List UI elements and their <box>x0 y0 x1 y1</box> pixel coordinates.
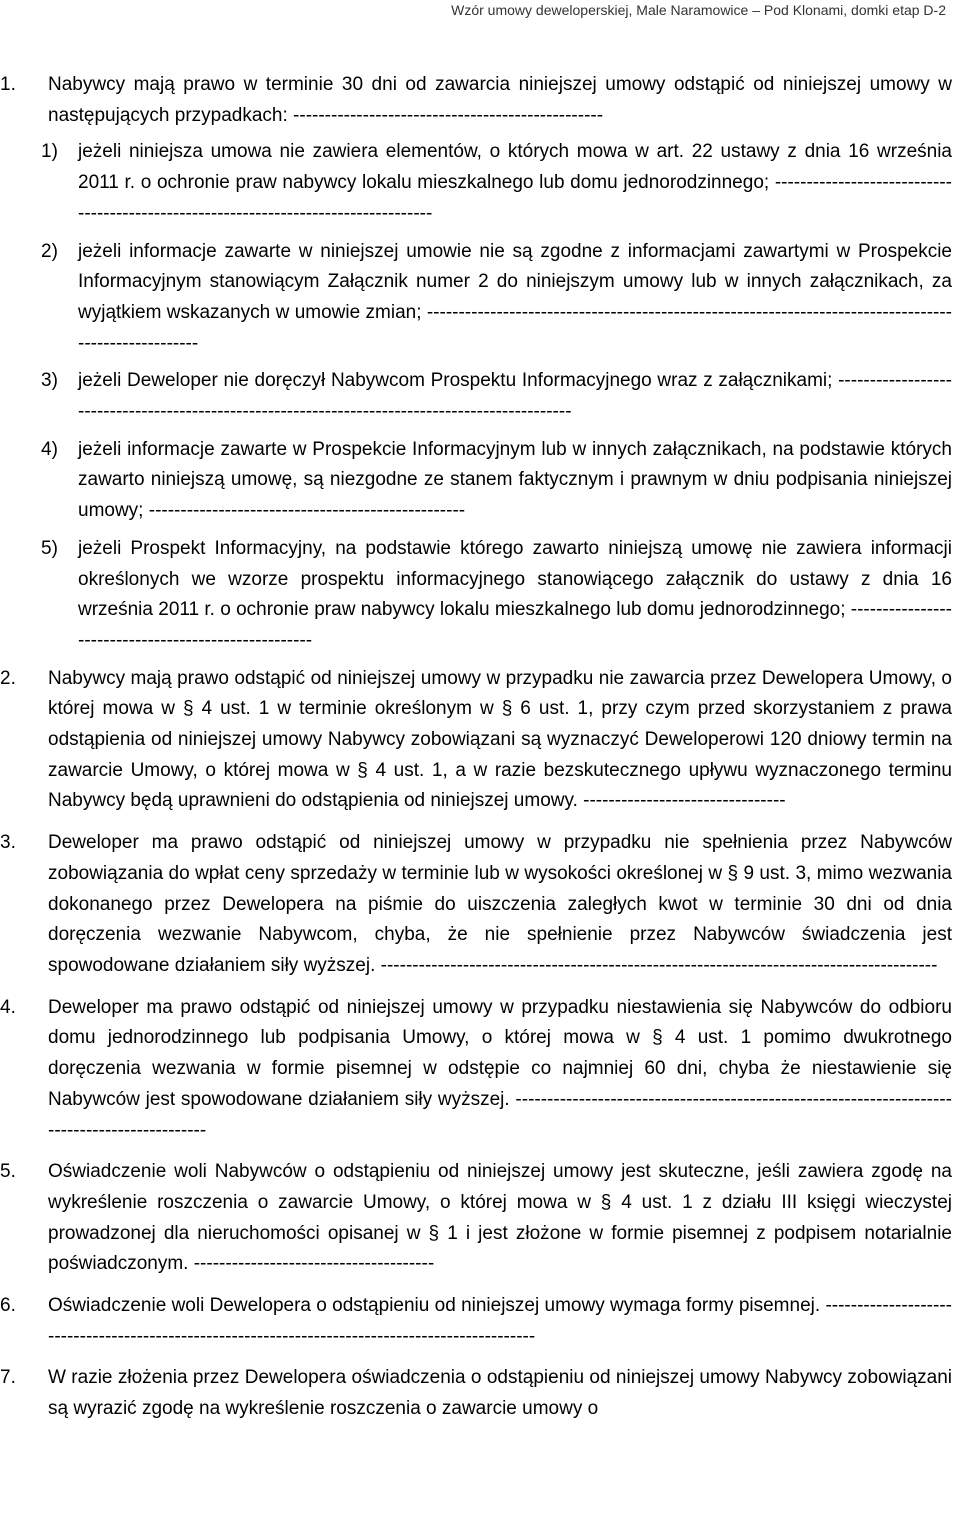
section-text: Deweloper ma prawo odstąpić od niniejszej umowy w przypadku niestawienia się Nabywców do odbioru domu jednorodzinnego lub podpisania Umowy, o której mowa w § 4 ust. 1 pomimo dwukrotnego doręczenia wezwania w formie pisemnej w odstępie co najmniej 60 dni, chyba że niestawienie się Nabywców jest spowodowane działaniem siły wyższej. ---------------------------------------------------------------------------------------------- <box>48 996 952 1141</box>
section-number: 2. <box>0 667 16 689</box>
subsection-text: jeżeli Prospekt Informacyjny, na podstawie którego zawarto niniejszą umowę nie zawiera informacji określonych we wzorze prospektu informacyjnego stanowiącego załącznik do ustawy z dnia 16 września 2011 r. o ochronie praw nabywcy lokalu mieszkalnego lub domu jednorodzinnego; ----------------------------------------------------- <box>78 537 952 651</box>
subsection-number: 1) <box>41 141 58 163</box>
subsection-text: jeżeli informacje zawarte w niniejszej umowie nie są zgodne z informacjami zawartymi w Prospekcie Informacyjnym stanowiącym Załącznik numer 2 do niniejszym umowy lub w innych załącznikach, za wyjątkiem wskazanych w umowie zmian; ------------------------------------------------------------------------------------------------------ <box>78 240 952 354</box>
subsection-5 <box>0 534 960 657</box>
subsection-3 <box>0 366 960 427</box>
subsection-1 <box>0 137 960 229</box>
section-number: 3. <box>0 832 16 854</box>
section-text: Deweloper ma prawo odstąpić od niniejszej umowy w przypadku nie spełnienia przez Nabywców zobowiązania do wpłat ceny sprzedaży w terminie lub w wysokości określonej w § 9 ust. 3, mimo wezwania dokonanego przez Dewelopera na piśmie do uiszczenia zaległych kwot w terminie 30 dni od dnia doręczenia wezwanie Nabywcom, chyba, że nie spełnienie przez Nabywców świadczenia jest spowodowane działaniem siły wyższej. ---------------------------------------------------------------------------------------- <box>48 832 952 976</box>
subsection-text: jeżeli Deweloper nie doręczył Nabywcom Prospektu Informacyjnego wraz z załącznikami; ------------------------------------------------------------------------------------------------ <box>78 370 952 423</box>
section-number: 7. <box>0 1367 16 1389</box>
section-number: 4. <box>0 996 16 1018</box>
section-text: Oświadczenie woli Nabywców o odstąpieniu od niniejszej umowy jest skuteczne, jeśli zawiera zgodę na wykreślenie roszczenia o zawarcie Umowy, o której mowa w § 4 ust. 1 z działu III księgi wieczystej prowadzonej dla nieruchomości opisanej w § 1 i jest złożone w formie pisemnej z podpisem notarialnie poświadczonym. -------------------------------------- <box>48 1161 952 1275</box>
section-2 <box>0 664 960 818</box>
section-number: 6. <box>0 1295 16 1317</box>
section-4 <box>0 993 960 1147</box>
section-3 <box>0 828 960 982</box>
document-body <box>0 70 960 1425</box>
section-text: Oświadczenie woli Dewelopera o odstąpieniu od niniejszej umowy wymaga formy pisemnej. ------------------------------------------------------------------------------------------------- <box>48 1295 952 1347</box>
section-7 <box>0 1363 960 1424</box>
subsection-number: 2) <box>41 240 58 262</box>
subsection-number: 3) <box>41 370 58 392</box>
subsection-number: 4) <box>41 438 58 460</box>
section-number: 5. <box>0 1161 16 1183</box>
subsection-2 <box>0 237 960 360</box>
subsection-text: jeżeli niniejsza umowa nie zawiera elementów, o których mowa w art. 22 ustawy z dnia 16 września 2011 r. o ochronie praw nabywcy lokalu mieszkalnego lub domu jednorodzinnego; ------------------------------------------------------------------------------------ <box>78 141 952 224</box>
page-header: Wzór umowy deweloperskiej, Male Naramowice – Pod Klonami, domki etap D-2 <box>451 2 946 18</box>
section-text: W razie złożenia przez Dewelopera oświadczenia o odstąpieniu od niniejszej umowy Nabywcy zobowiązani są wyrazić zgodę na wykreślenie roszczenia o zawarcie umowy o <box>48 1367 952 1420</box>
section-number: 1. <box>0 74 16 95</box>
subsection-number: 5) <box>41 537 58 559</box>
section-6 <box>0 1291 960 1352</box>
section-5 <box>0 1157 960 1280</box>
subsection-text: jeżeli informacje zawarte w Prospekcie Informacyjnym lub w innych załącznikach, na podstawie których zawarto niniejszą umowę, są niezgodne ze stanem faktycznym i prawnym w dniu podpisania niniejszej umowy; -------------------------------------------------- <box>78 438 952 522</box>
section-text: Nabywcy mają prawo w terminie 30 dni od zawarcia niniejszej umowy odstąpić od niniejszej umowy w następujących przypadkach: ------------------------------------------------- <box>48 74 952 126</box>
section-text: Nabywcy mają prawo odstąpić od niniejszej umowy w przypadku nie zawarcia przez Dewelopera Umowy, o której mowa w § 4 ust. 1 w terminie określonym w § 6 ust. 1, przy czym przed skorzystaniem z prawa odstąpienia od niniejszej umowy Nabywcy zobowiązani są wyznaczyć Deweloperowi 120 dniowy termin na zawarcie Umowy, o której mowa w § 4 ust. 1, a w razie bezskutecznego upływu wyznaczonego terminu Nabywcy będą uprawnieni do odstąpienia od niniejszej umowy. -------------------------------- <box>48 667 952 812</box>
section-1 <box>0 70 960 131</box>
subsection-4 <box>0 435 960 527</box>
